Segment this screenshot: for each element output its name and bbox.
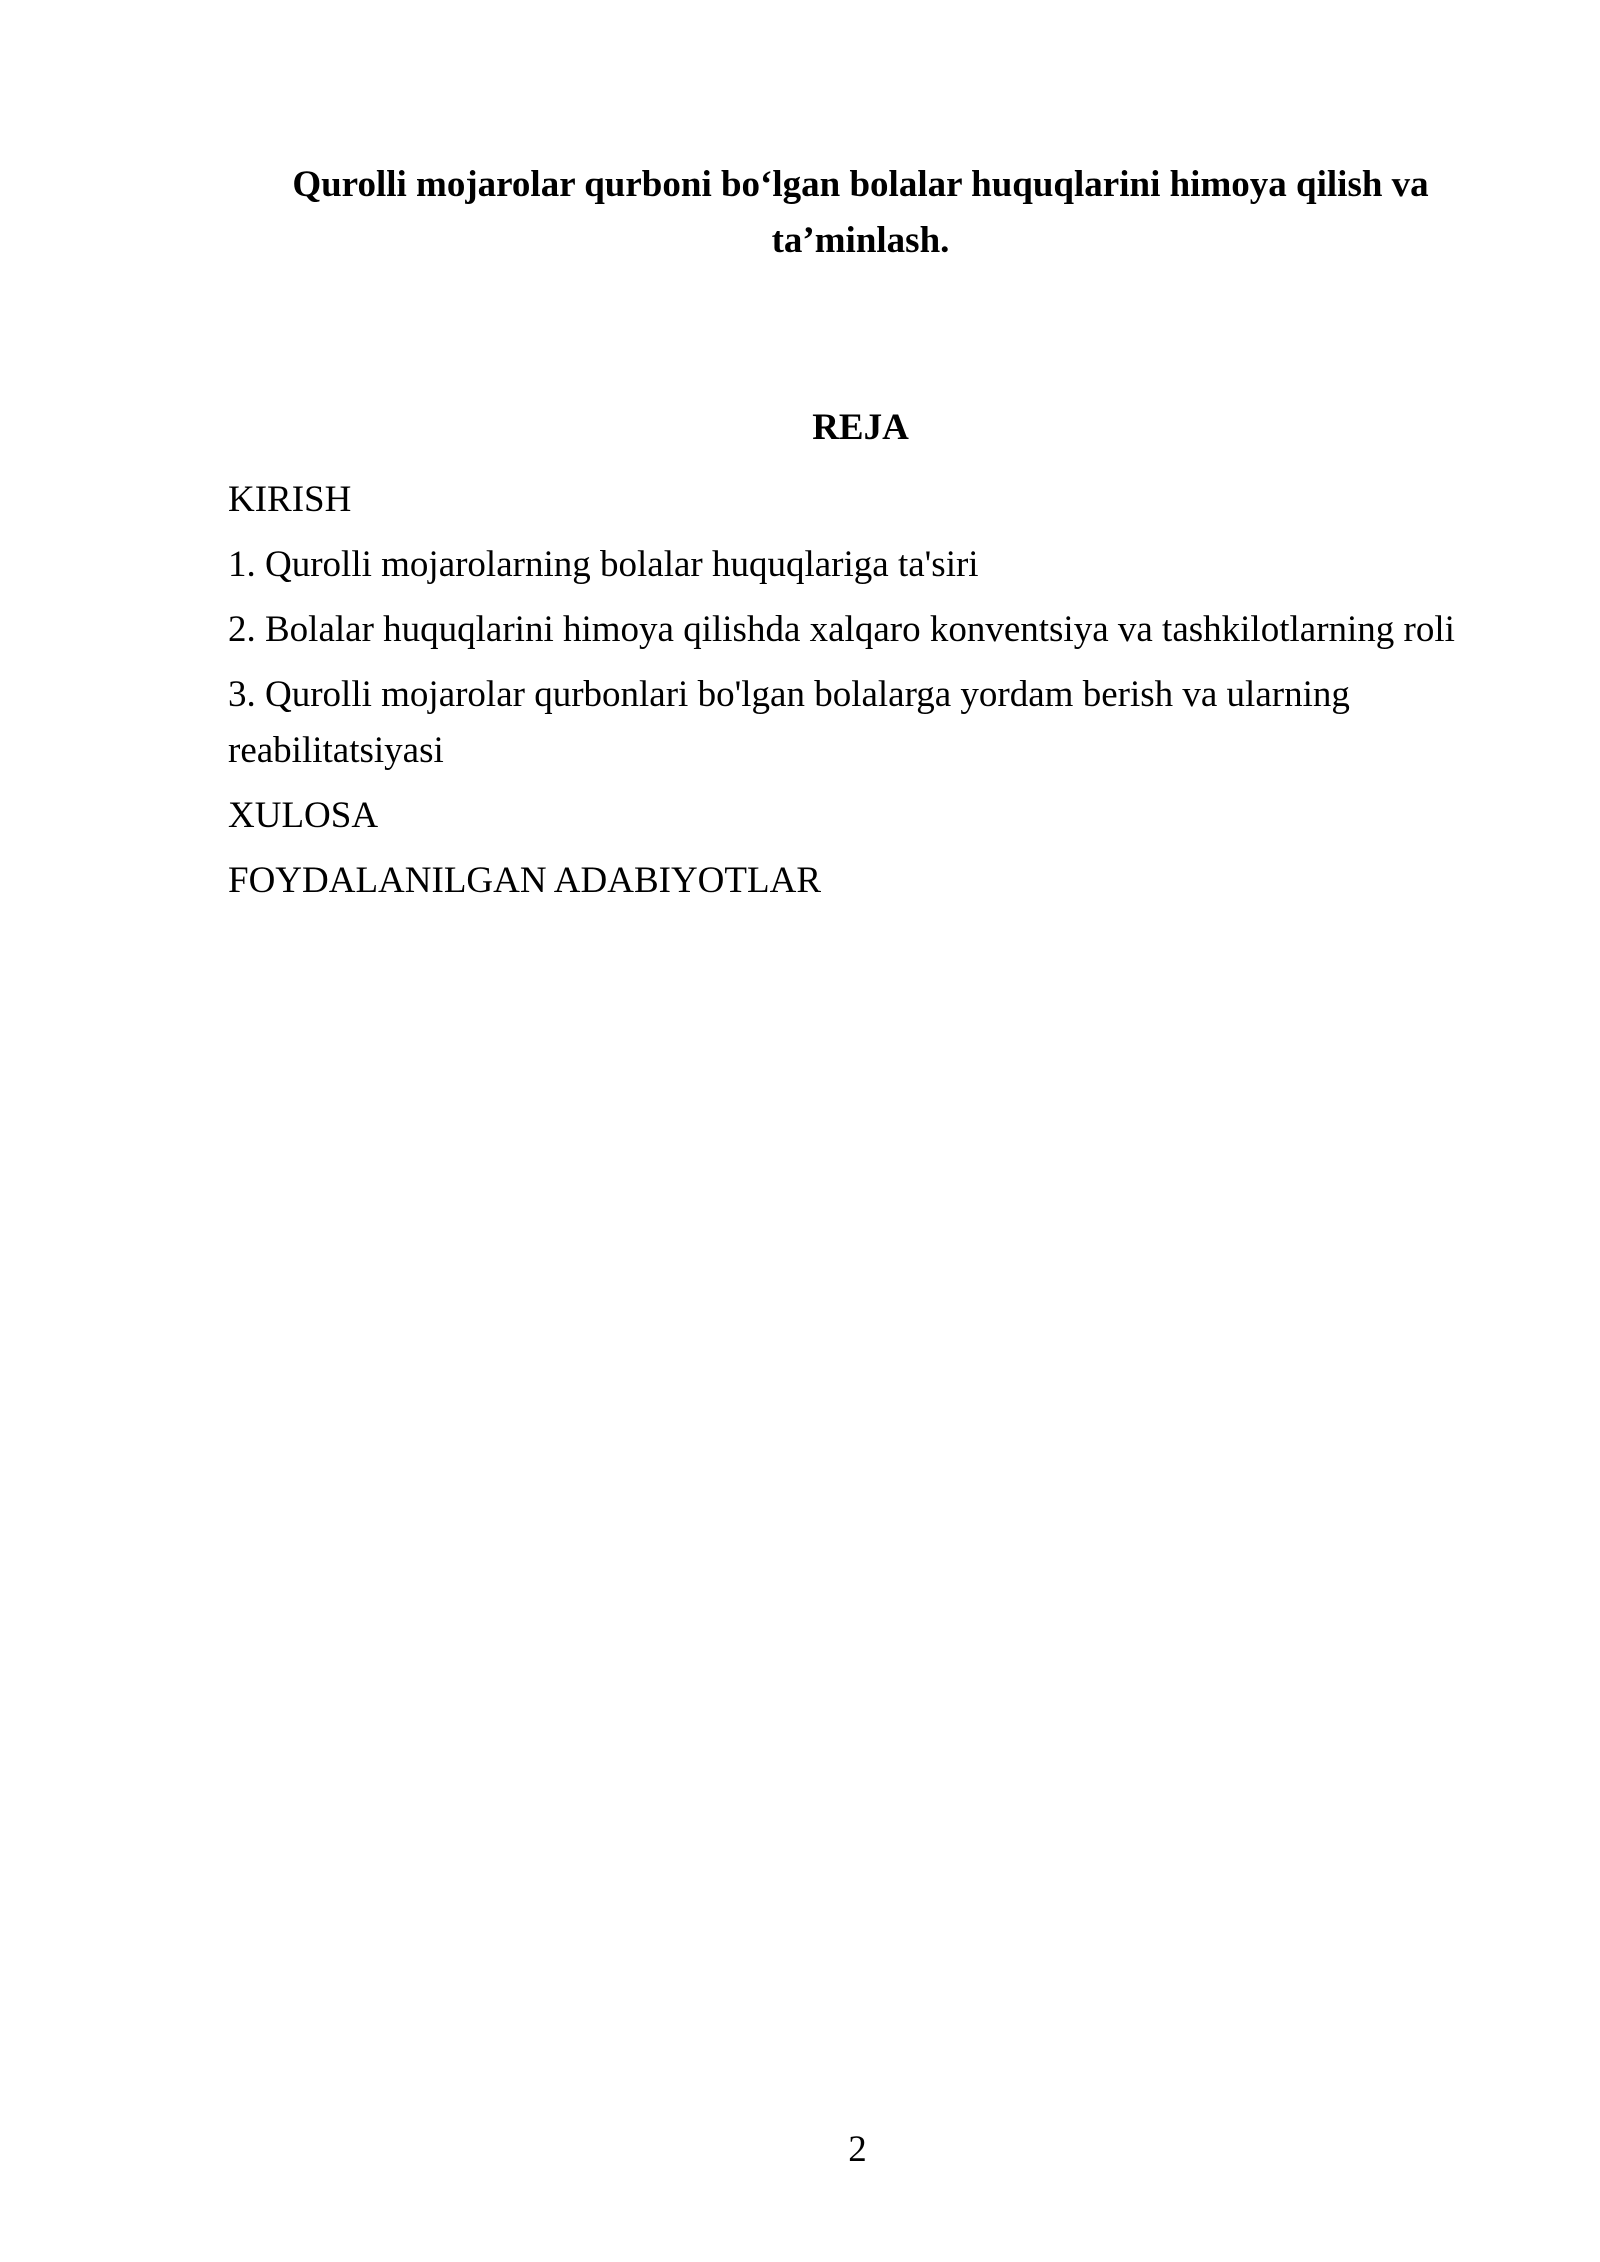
plan-item-introduction: KIRISH [228, 479, 352, 520]
document-title [228, 157, 1493, 269]
plan-heading: REJA [812, 407, 909, 448]
plan-list [228, 472, 1493, 918]
plan-item-1: 1. Qurolli mojarolarning bolalar huquqlariga ta'siri [228, 544, 979, 585]
plan-item-references: FOYDALANILGAN ADABIYOTLAR [228, 860, 821, 901]
plan-item-conclusion: XULOSA [228, 795, 379, 836]
document-title-line-1: Qurolli mojarolar qurboni bo‘lgan bolalar huquqlarini himoya qilish va [292, 164, 1429, 205]
page-number: 2 [848, 2129, 867, 2170]
plan-item-2: 2. Bolalar huquqlarini himoya qilishda xalqaro konventsiya va tashkilotlarning roli [228, 609, 1455, 650]
document-title-line-2: ta’minlash. [771, 220, 950, 261]
plan-item-3: 3. Qurolli mojarolar qurbonlari bo'lgan bolalarga yordam berish va ularning reabilitatsiyasi [228, 674, 1350, 771]
